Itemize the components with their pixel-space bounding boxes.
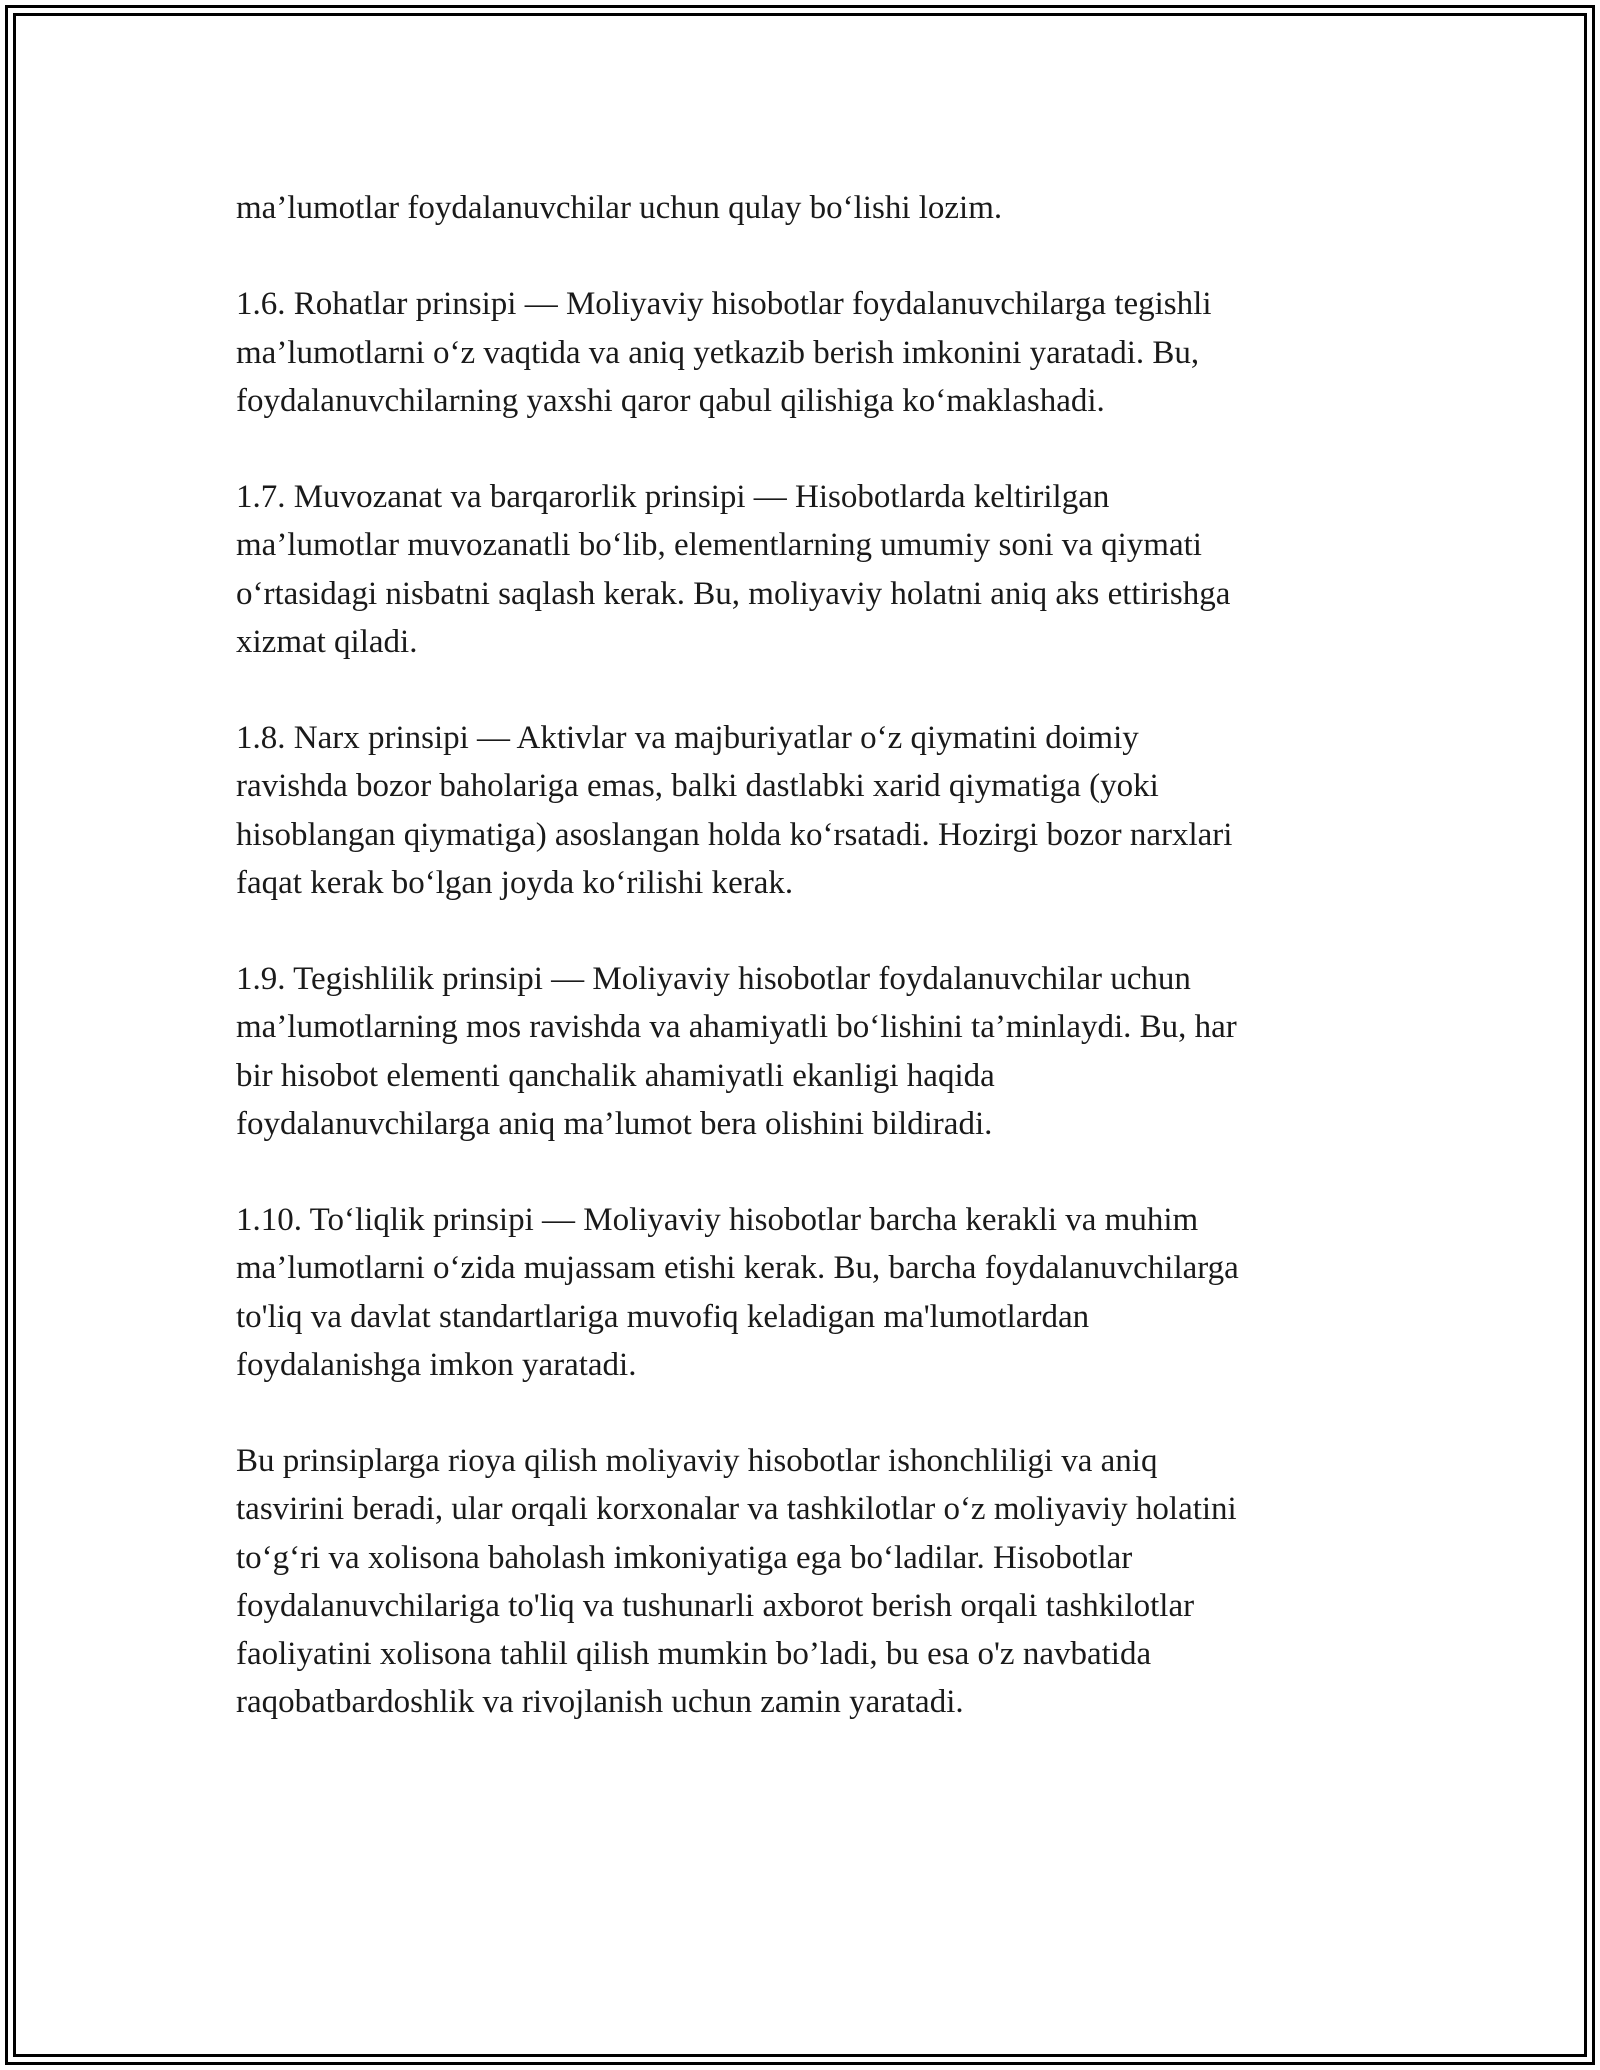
paragraph-conclusion	[236, 1437, 1366, 1726]
text-line: ma’lumotlarni o‘z vaqtida va aniq yetkazib berish imkonini yaratadi. Bu,	[236, 334, 1200, 371]
paragraph-principle-1-7	[236, 473, 1366, 666]
text-line: to'liq va davlat standartlariga muvofiq keladigan ma'lumotlardan	[236, 1298, 1090, 1335]
text-line: to‘g‘ri va xolisona baholash imkoniyatiga ega bo‘ladilar. Hisobotlar	[236, 1539, 1133, 1576]
text-line: foydalanuvchilarga aniq ma’lumot bera olishini bildiradi.	[236, 1105, 993, 1142]
text-line: faqat kerak bo‘lgan joyda ko‘rilishi kerak.	[236, 864, 794, 901]
text-line: ma’lumotlarning mos ravishda va ahamiyatli bo‘lishini ta’minlaydi. Bu, har	[236, 1009, 1237, 1046]
text-line: foydalanuvchilarning yaxshi qaror qabul qilishiga ko‘maklashadi.	[236, 382, 1105, 419]
text-line: foydalanishga imkon yaratadi.	[236, 1346, 637, 1383]
text-line: ma’lumotlar foydalanuvchilar uchun qulay bo‘lishi lozim.	[236, 190, 1003, 226]
text-line: ma’lumotlar muvozanatli bo‘lib, elementlarning umumiy soni va qiymati	[236, 527, 1202, 564]
text-line: faoliyatini xolisona tahlil qilish mumkin bo’ladi, bu esa o'z navbatida	[236, 1636, 1152, 1672]
text-line: ravishda bozor baholariga emas, balki dastlabki xarid qiymatiga (yoki	[236, 768, 1159, 805]
text-line: xizmat qiladi.	[236, 623, 418, 660]
paragraph-continuation	[236, 184, 1366, 232]
text-line: Bu prinsiplarga rioya qilish moliyaviy hisobotlar ishonchliligi va aniq	[236, 1443, 1158, 1480]
text-line: o‘rtasidagi nisbatni saqlash kerak. Bu, moliyaviy holatni aniq aks ettirishga	[236, 575, 1231, 612]
paragraph-principle-1-8	[236, 714, 1366, 907]
text-line: foydalanuvchilariga to'liq va tushunarli axborot berish orqali tashkilotlar	[236, 1587, 1195, 1624]
text-line: 1.6. Rohatlar prinsipi — Moliyaviy hisobotlar foydalanuvchilarga tegishli	[236, 286, 1212, 323]
text-line: bir hisobot elementi qanchalik ahamiyatli ekanligi haqida	[236, 1057, 995, 1094]
document-body	[236, 184, 1366, 1775]
text-line: hisoblangan qiymatiga) asoslangan holda ko‘rsatadi. Hozirgi bozor narxlari	[236, 816, 1233, 853]
paragraph-principle-1-6	[236, 280, 1366, 425]
text-line: 1.8. Narx prinsipi — Aktivlar va majburiyatlar o‘z qiymatini doimiy	[236, 720, 1139, 757]
text-line: raqobatbardoshlik va rivojlanish uchun zamin yaratadi.	[236, 1684, 964, 1721]
text-line: tasvirini beradi, ular orqali korxonalar va tashkilotlar o‘z moliyaviy holatini	[236, 1491, 1237, 1528]
paragraph-principle-1-10	[236, 1196, 1366, 1389]
text-line: 1.9. Tegishlilik prinsipi — Moliyaviy hisobotlar foydalanuvchilar uchun	[236, 961, 1191, 998]
text-line: 1.10. To‘liqlik prinsipi — Moliyaviy hisobotlar barcha kerakli va muhim	[236, 1202, 1199, 1239]
paragraph-principle-1-9	[236, 955, 1366, 1148]
text-line: 1.7. Muvozanat va barqarorlik prinsipi — Hisobotlarda keltirilgan	[236, 479, 1110, 516]
text-line: ma’lumotlarni o‘zida mujassam etishi kerak. Bu, barcha foydalanuvchilarga	[236, 1250, 1239, 1287]
